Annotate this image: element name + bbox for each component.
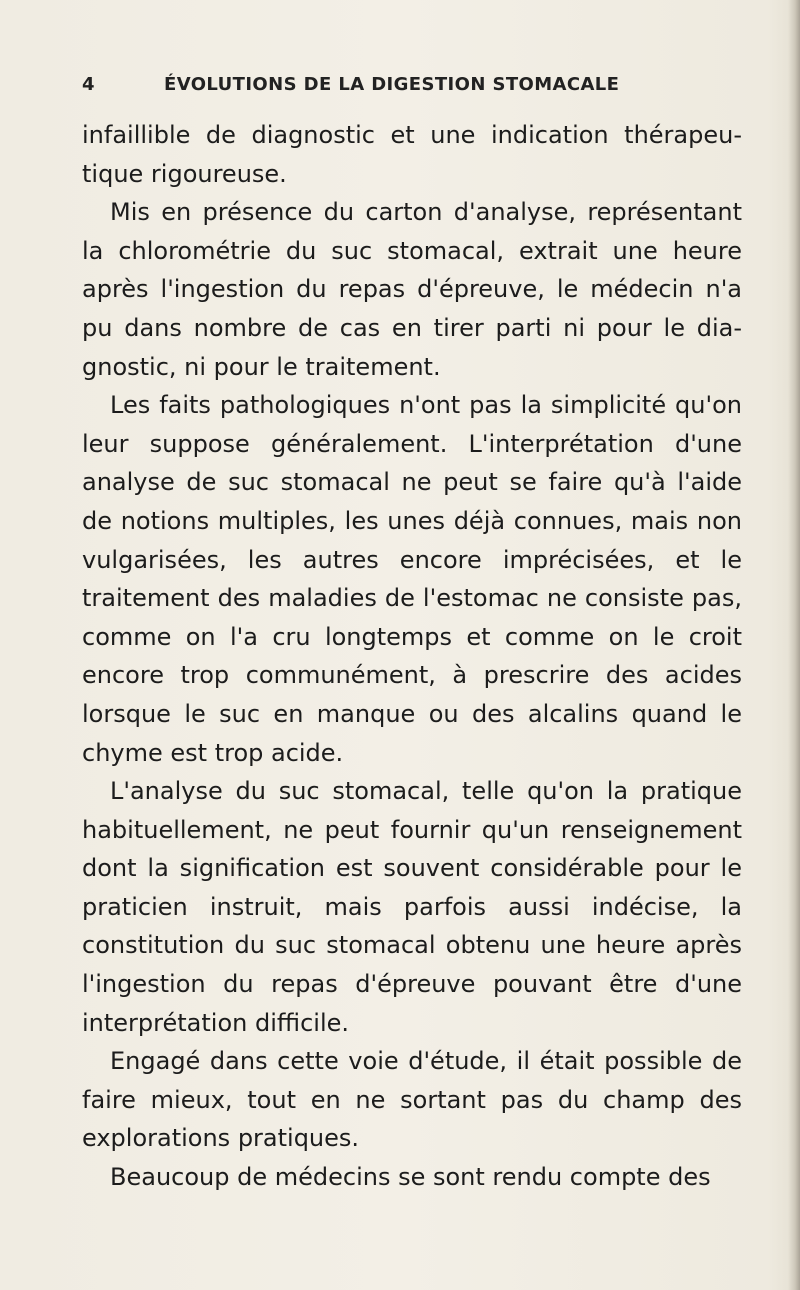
page-edge-shadow [788,0,800,1290]
paragraph-6: Beaucoup de médecins se sont rendu compte des [110,1163,711,1192]
body-text [82,116,742,1197]
running-title: ÉVOLUTIONS DE LA DIGESTION STOMACALE [164,74,620,95]
paragraph-1: infaillible de diagnostic et une indication thérapeu-tique rigoureuse. [82,121,742,188]
paragraph-4: L'analyse du suc stomacal, telle qu'on la pratique habituellement, ne peut fournir qu'un renseignement dont la signification est souvent considérable pour le praticien instruit, mais parfois aussi indécise, la constitution du suc stomacal obtenu une heure après l'ingestion du repas d'épreuve pouvant être d'une interprétation difficile. [82,777,742,1037]
paragraph-3: Les faits pathologiques n'ont pas la simplicité qu'on leur suppose généralement. L'interprétation d'une analyse de suc stomacal ne peut se faire qu'à l'aide de notions multiples, les unes déjà connues, mais non vulgarisées, les autres encore imprécisées, et le traitement des maladies de l'estomac ne consiste pas, comme on l'a cru longtemps et comme on le croit encore trop communément, à prescrire des acides lorsque le suc en manque ou des alcalins quand le chyme est trop acide. [82,391,742,767]
running-header [82,74,742,104]
paragraph-5: Engagé dans cette voie d'étude, il était possible de faire mieux, tout en ne sortant pas du champ des explorations pratiques. [82,1047,742,1153]
paragraph-2: Mis en présence du carton d'analyse, représentant la chlorométrie du suc stomacal, extrait une heure après l'ingestion du repas d'épreuve, le médecin n'a pu dans nombre de cas en tirer parti ni pour le dia-gnostic, ni pour le traitement. [82,198,742,381]
page-number: 4 [82,74,95,95]
